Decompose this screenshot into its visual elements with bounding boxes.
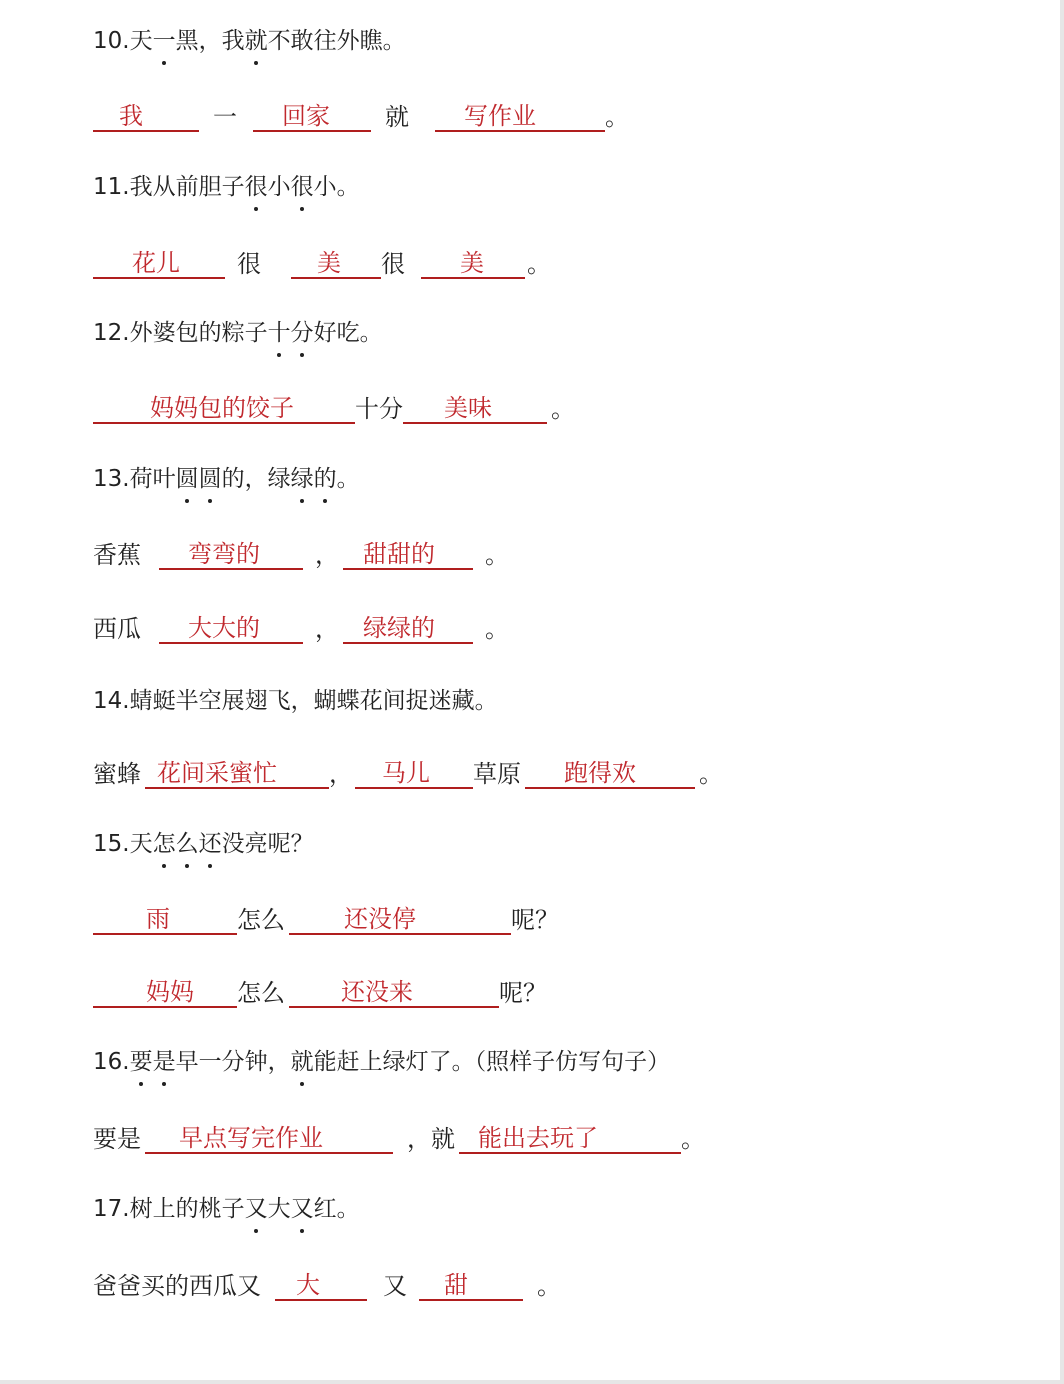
question-text: 外婆包的粽子 — [129, 320, 268, 346]
emphasis-dot-char: 又 — [245, 1192, 268, 1226]
answer-text: 甜 — [444, 1271, 468, 1299]
answer-blank — [93, 903, 237, 935]
connector-word: ，就 — [407, 1125, 455, 1153]
question-13 — [93, 462, 360, 496]
answer-text: 雨 — [146, 905, 170, 933]
answer-blank — [343, 538, 473, 570]
answer-11 — [93, 247, 551, 281]
emphasis-dot-char: 很 — [291, 170, 314, 204]
answer-text: 美 — [460, 249, 484, 277]
emphasis-dot-char: 就 — [291, 1045, 314, 1079]
answer-blank — [421, 247, 525, 279]
answer-text: 还没停 — [344, 905, 416, 933]
answer-blank — [93, 976, 237, 1008]
punctuation: 。 — [485, 615, 509, 643]
emphasis-dot-char: 圆 — [176, 462, 199, 496]
answer-text: 早点写完作业 — [179, 1124, 323, 1152]
answer-blank — [275, 1269, 367, 1301]
question-text: 没亮呢？ — [221, 831, 314, 857]
answer-text: 美 — [317, 249, 341, 277]
answer-blank — [93, 392, 355, 424]
emphasis-dot-char: 十 — [268, 316, 291, 350]
connector-word: 一 — [213, 103, 237, 131]
answer-blank — [419, 1269, 523, 1301]
connector-word: 又 — [383, 1272, 407, 1300]
answer-text: 写作业 — [464, 102, 536, 130]
answer-blank — [343, 612, 473, 644]
question-text: 小 — [267, 174, 291, 200]
question-12 — [93, 316, 383, 350]
answer-text: 大大的 — [188, 614, 260, 642]
punctuation: 。 — [485, 541, 509, 569]
answer-10 — [93, 100, 629, 134]
answer-blank — [403, 392, 547, 424]
punctuation: 。 — [699, 760, 723, 788]
question-text: 荷叶 — [129, 466, 176, 492]
emphasis-dot-char: 么 — [176, 827, 199, 861]
emphasis-dot-char: 圆 — [199, 462, 222, 496]
answer-blank — [289, 976, 499, 1008]
answer-text: 妈妈 — [146, 978, 194, 1006]
emphasis-dot-char: 就 — [245, 24, 268, 58]
question-number: 15. — [93, 831, 130, 857]
answer-blank — [355, 757, 473, 789]
answer-text: 能出去玩了 — [478, 1124, 598, 1152]
punctuation: 。 — [551, 395, 575, 423]
question-number: 12. — [93, 320, 130, 346]
answer-text: 弯弯的 — [188, 540, 260, 568]
punctuation: 。 — [605, 103, 629, 131]
answer-15-row-1 — [93, 903, 559, 937]
question-10 — [93, 24, 406, 58]
answer-blank — [93, 247, 225, 279]
emphasis-dot-char: 的 — [314, 462, 337, 496]
answer-text: 花儿 — [132, 249, 180, 277]
emphasis-dot-char: 还 — [199, 827, 222, 861]
answer-blank — [435, 100, 605, 132]
answer-16 — [93, 1122, 705, 1156]
answer-blank — [291, 247, 381, 279]
question-text: 红。 — [313, 1196, 360, 1222]
answer-17 — [93, 1269, 561, 1303]
row-label: 要是 — [93, 1125, 141, 1153]
answer-text: 跑得欢 — [564, 759, 636, 787]
question-text: 好吃。 — [313, 320, 383, 346]
answer-text: 我 — [119, 102, 143, 130]
emphasis-dot-char: 一 — [153, 24, 176, 58]
question-15 — [93, 827, 314, 861]
question-text: 小。 — [313, 174, 360, 200]
question-16 — [93, 1045, 670, 1079]
question-text: 蜻蜓半空展翅飞，蝴蝶花间捉迷藏。 — [129, 688, 498, 714]
emphasis-dot-char: 绿 — [291, 462, 314, 496]
question-number: 14. — [93, 688, 130, 714]
question-17 — [93, 1192, 360, 1226]
question-14 — [93, 684, 498, 718]
question-text: 黑，我 — [175, 28, 245, 54]
question-text: 不敢往外瞧。 — [267, 28, 406, 54]
punctuation: ， — [329, 760, 353, 788]
question-text: 天 — [129, 28, 153, 54]
punctuation: ， — [315, 615, 339, 643]
question-text: 早一分钟， — [175, 1049, 291, 1075]
answer-blank — [159, 538, 303, 570]
punctuation: ， — [315, 541, 339, 569]
answer-blank — [145, 757, 329, 789]
punctuation: 。 — [681, 1125, 705, 1153]
answer-15-row-2 — [93, 976, 547, 1010]
answer-text: 大 — [296, 1271, 320, 1299]
answer-blank — [145, 1122, 393, 1154]
question-number: 11. — [93, 174, 130, 200]
answer-text: 甜甜的 — [363, 540, 435, 568]
row-label: 西瓜 — [93, 615, 141, 643]
question-number: 13. — [93, 466, 130, 492]
question-11 — [93, 170, 360, 204]
row-label: 蜜蜂 — [93, 760, 141, 788]
question-text: 能赶上绿灯了。（照样子仿写句子） — [313, 1049, 671, 1075]
answer-blank — [253, 100, 371, 132]
punctuation: 。 — [527, 250, 551, 278]
question-text: 大 — [267, 1196, 291, 1222]
question-number: 17. — [93, 1196, 130, 1222]
connector-word: 怎么 — [237, 906, 285, 934]
emphasis-dot-char: 又 — [291, 1192, 314, 1226]
row-label: 爸爸买的西瓜又 — [93, 1272, 261, 1300]
emphasis-dot-char: 是 — [153, 1045, 176, 1079]
answer-14 — [93, 757, 723, 791]
answer-13-row-2 — [93, 612, 509, 646]
answer-text: 马儿 — [382, 759, 430, 787]
connector-word: 就 — [385, 103, 409, 131]
question-text: 。 — [336, 466, 360, 492]
emphasis-dot-char: 分 — [291, 316, 314, 350]
answer-text: 还没来 — [341, 978, 413, 1006]
connector-word: 草原 — [473, 760, 521, 788]
question-number: 10. — [93, 28, 130, 54]
emphasis-dot-char: 很 — [245, 170, 268, 204]
answer-12 — [93, 392, 575, 426]
question-text: 树上的桃子 — [129, 1196, 245, 1222]
answer-blank — [459, 1122, 681, 1154]
answer-blank — [525, 757, 695, 789]
emphasis-dot-char: 要 — [130, 1045, 153, 1079]
answer-text: 花间采蜜忙 — [157, 759, 277, 787]
answer-text: 绿绿的 — [363, 614, 435, 642]
row-label: 香蕉 — [93, 541, 141, 569]
answer-blank — [93, 100, 199, 132]
answer-text: 美味 — [444, 394, 492, 422]
question-number: 16. — [93, 1049, 130, 1075]
answer-text: 回家 — [282, 102, 330, 130]
connector-word: 怎么 — [237, 979, 285, 1007]
question-text: 的，绿 — [221, 466, 291, 492]
question-text: 我从前胆子 — [129, 174, 245, 200]
punctuation: 呢？ — [499, 979, 547, 1007]
punctuation: 呢？ — [511, 906, 559, 934]
answer-blank — [289, 903, 511, 935]
connector-word: 很 — [381, 250, 405, 278]
answer-text: 妈妈包的饺子 — [150, 394, 294, 422]
punctuation: 。 — [537, 1272, 561, 1300]
emphasis-dot-char: 怎 — [153, 827, 176, 861]
answer-13-row-1 — [93, 538, 509, 572]
connector-word: 十分 — [355, 395, 403, 423]
question-text: 天 — [129, 831, 153, 857]
connector-word: 很 — [237, 250, 261, 278]
answer-blank — [159, 612, 303, 644]
